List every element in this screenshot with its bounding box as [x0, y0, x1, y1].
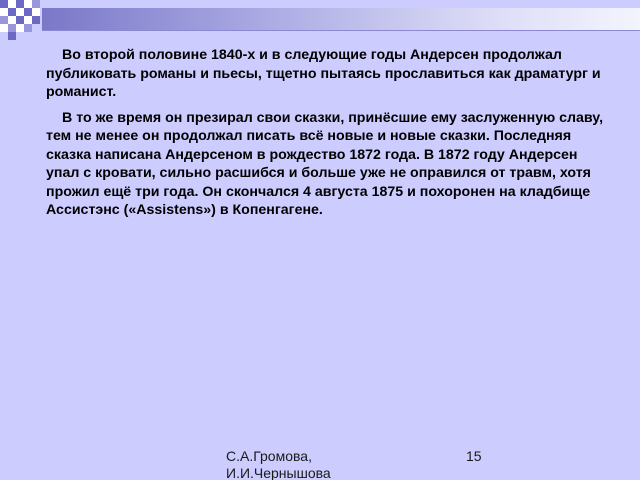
decor-square	[0, 16, 8, 24]
footer-author: С.А.Громова, И.И.Чернышова	[226, 448, 331, 480]
slide-body	[46, 46, 606, 227]
decor-square	[24, 24, 32, 32]
paragraph: В то же время он презирал свои сказки, принёсшие ему заслуженную славу, тем не менее он продолжал писать всё новые и новые сказки. Последняя сказка написана Андерсеном в рождество 1872 года. В 1872 году Андерсен упал с кровати, сильно расшибся и больше уже не оправился от травм, хотя прожил ещё три года. Он скончался 4 августа 1875 и похоронен на кладбище Ассистэнс («Assistens») в Копенгагене.	[46, 109, 604, 218]
paragraph: Во второй половине 1840-х и в следующие годы Андерсен продолжал публиковать романы и пьесы, тщетно пытаясь прославиться как драматург и романист.	[46, 47, 601, 100]
decor-square	[8, 16, 16, 24]
decor-square	[16, 16, 24, 24]
header-decoration	[0, 0, 640, 36]
decor-square	[0, 24, 8, 32]
decor-square	[32, 16, 40, 24]
decor-square	[24, 8, 32, 16]
decor-square	[0, 8, 8, 16]
decor-square	[8, 24, 16, 32]
decor-square	[24, 16, 32, 24]
decor-square	[0, 0, 8, 8]
decor-square	[16, 0, 24, 8]
decor-square	[16, 8, 24, 16]
decor-square	[32, 8, 40, 16]
decor-square	[16, 24, 24, 32]
header-divider	[42, 30, 640, 31]
decor-square	[8, 8, 16, 16]
header-gradient-bar	[42, 8, 640, 30]
decor-square	[8, 0, 16, 8]
decor-square	[8, 32, 16, 40]
page-number: 15	[466, 448, 482, 464]
decor-square	[24, 0, 32, 8]
decor-square	[32, 0, 40, 8]
